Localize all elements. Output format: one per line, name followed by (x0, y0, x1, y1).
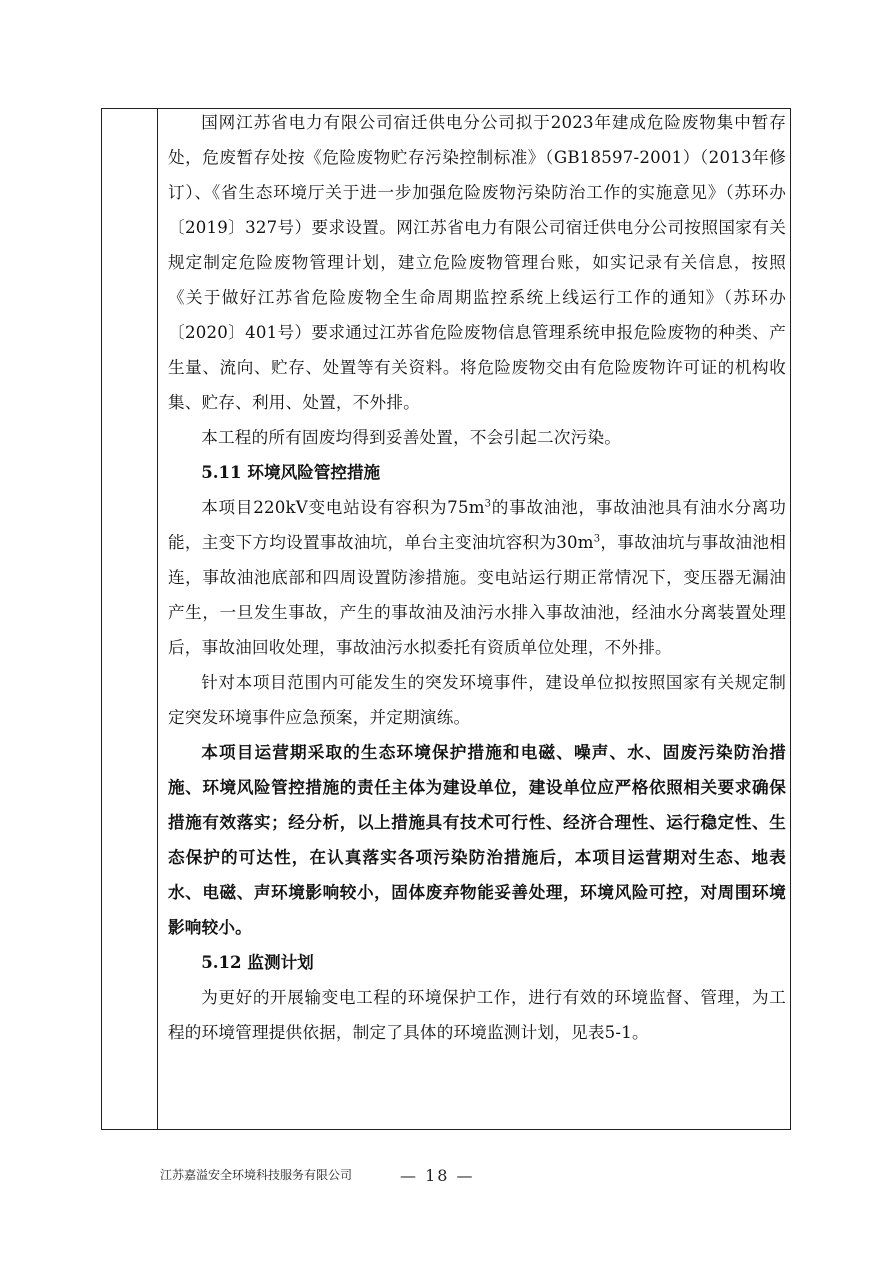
hazardous-waste-paragraph: 国网江苏省电力有限公司宿迁供电分公司拟于2023年建成危险废物集中暂存处，危废暂存处按《危险废物贮存污染控制标准》（GB18597-2001）（2013年修订）、《省生态环境厅关于进一步加强危险废物污染防治工作的实施意见》（苏环办〔2019〕327号）要求设置。网江苏省电力有限公司宿迁供电分公司按照国家有关规定制定危险废物管理计划，建立危险废物管理台账，如实记录有关信息，按照《关于做好江苏省危险废物全生命周期监控系统上线运行工作的通知》（苏环办〔2020〕401号）要求通过江苏省危险废物信息管理系统申报危险废物的种类、产生量、流向、贮存、处置等有关资料。将危险废物交由有危险废物许可证的机构收集、贮存、利用、处置，不外排。 (168, 113, 786, 412)
table-label-column (102, 109, 158, 1129)
table-content-cell (168, 109, 786, 1050)
page-number: — 18 — (400, 1166, 475, 1185)
footer-company-name: 江苏嘉溢安全环境科技服务有限公司 (160, 1168, 353, 1182)
section-512-heading: 5.12 监测计划 (201, 952, 314, 972)
content-table-frame (101, 108, 791, 1130)
section-511-heading: 5.11 环境风险管控措施 (201, 462, 381, 482)
emergency-plan-paragraph: 针对本项目范围内可能发生的突发环境事件，建设单位拟按照国家有关规定制定突发环境事件应急预案，并定期演练。 (168, 673, 786, 727)
solid-waste-summary: 本工程的所有固废均得到妥善处置，不会引起二次污染。 (201, 428, 622, 447)
accident-oil-paragraph: 本项目220kV变电站设有容积为$75m^3$的事故油池，事故油池具有油水分离功能，主变下方均设置事故油坑，单台主变油坑容积为$30m^3$，事故油坑与事故油池相连，事故油池底部和四周设置防渗措施。变电站运行期正常情况下，变压器无漏油产生，一旦发生事故，产生的事故油及油污水排入事故油池，经油水分离装置处理后，事故油回收处理，事故油污水拟委托有资质单位处理，不外排。 (168, 498, 786, 657)
responsibility-conclusion-paragraph: 本项目运营期采取的生态环境保护措施和电磁、噪声、水、固废污染防治措施、环境风险管控措施的责任主体为建设单位，建设单位应严格依照相关要求确保措施有效落实；经分析，以上措施具有技术可行性、经济合理性、运行稳定性、生态保护的可达性，在认真落实各项污染防治措施后，本项目运营期对生态、地表水、电磁、声环境影响较小，固体废弃物能妥善处理，环境风险可控，对周围环境影响较小。 (168, 742, 786, 937)
monitoring-plan-paragraph: 为更好的开展输变电工程的环境保护工作，进行有效的环境监督、管理，为工程的环境管理提供依据，制定了具体的环境监测计划，见表5-1。 (168, 988, 786, 1042)
